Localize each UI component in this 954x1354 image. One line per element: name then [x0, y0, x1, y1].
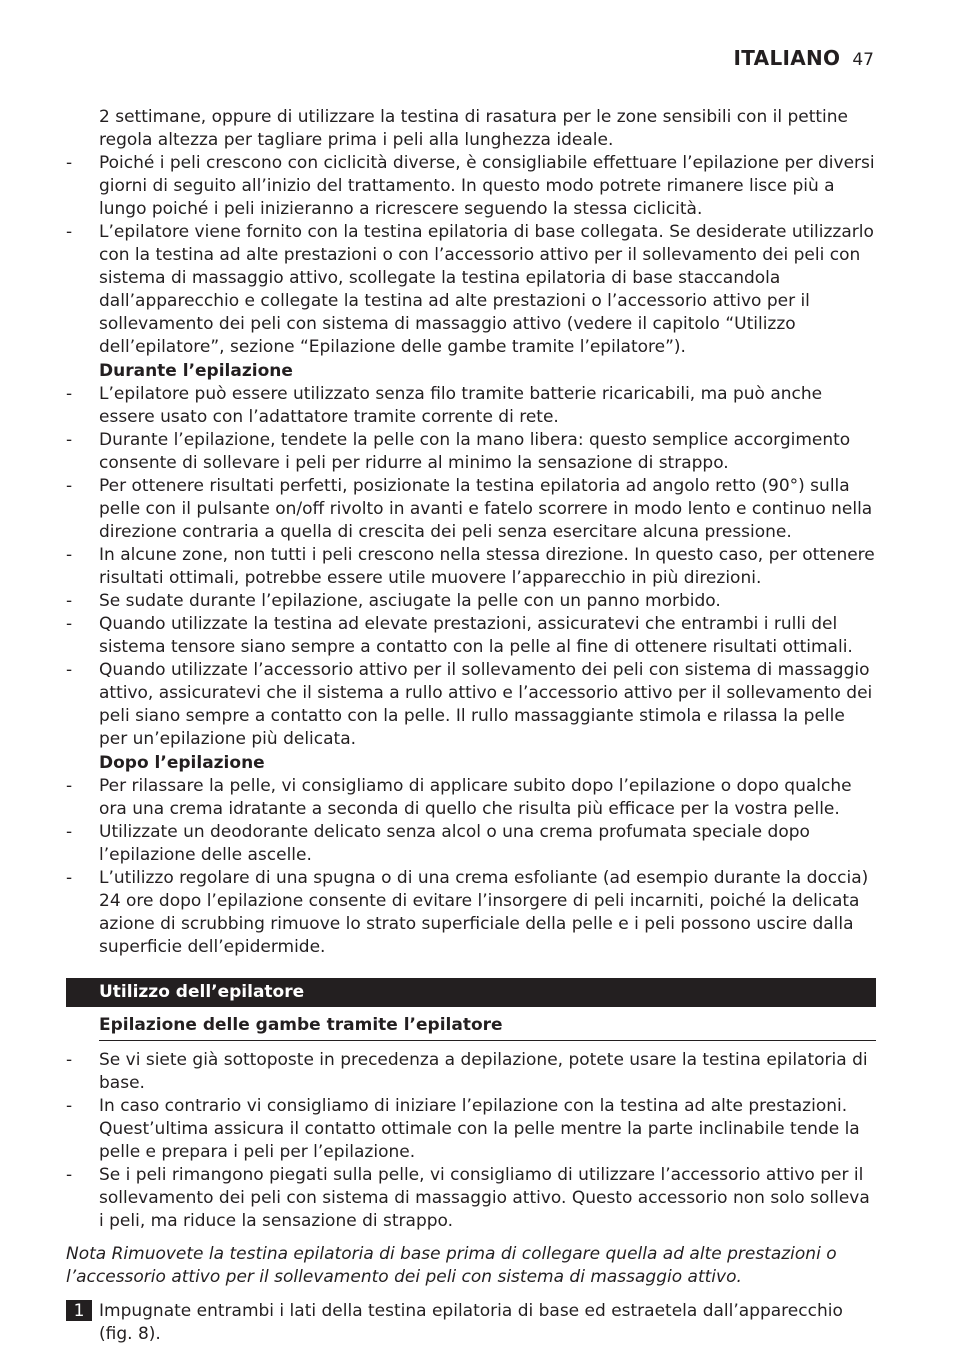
intro-continuation: 2 settimane, oppure di utilizzare la testina di rasatura per le zone sensibili con il pettine regola altezza per tagliare prima i peli alla lunghezza ideale.	[99, 107, 849, 150]
list-item	[66, 544, 876, 590]
list-item-text: L’epilatore può essere utilizzato senza filo tramite batterie ricaricabili, ma può anche essere usato con l’adattatore tramite corrente di rete.	[99, 384, 823, 427]
page-header	[734, 46, 874, 70]
section-list	[66, 1049, 876, 1233]
list-item	[66, 590, 876, 613]
after-list	[66, 775, 876, 959]
list-item	[66, 152, 876, 221]
list-item-text: Utilizzate un deodorante delicato senza alcol o una crema profumata speciale dopo l’epilazione delle ascelle.	[99, 822, 810, 865]
bullet-dash: -	[66, 222, 73, 242]
bullet-dash: -	[66, 1165, 73, 1185]
list-item	[66, 659, 876, 751]
list-item	[66, 775, 876, 821]
bullet-dash: -	[66, 384, 73, 404]
list-item	[66, 867, 876, 959]
bullet-dash: -	[66, 476, 73, 496]
page-number: 47	[852, 50, 874, 70]
bullet-dash: -	[66, 430, 73, 450]
language-label: ITALIANO	[733, 46, 841, 70]
list-item-text: Quando utilizzate l’accessorio attivo per il sollevamento dei peli con sistema di massaggio attivo, assicuratevi che il sistema a rullo attivo e l’accessorio attivo per il sollevamento dei peli siano sempre a contatto con la pelle. Il rullo massaggiante stimola e rilassa la pelle per un’epilazione più delicata.	[99, 660, 873, 749]
list-item	[66, 475, 876, 544]
list-item	[66, 221, 876, 359]
during-heading: Durante l’epilazione	[99, 361, 293, 381]
bullet-dash: -	[66, 660, 73, 680]
list-item	[66, 821, 876, 867]
bullet-dash: -	[66, 545, 73, 565]
section-title-bar: Utilizzo dell’epilatore	[66, 978, 876, 1007]
subsection-title: Epilazione delle gambe tramite l’epilatore	[99, 1014, 876, 1041]
list-item-text: Durante l’epilazione, tendete la pelle con la mano libera: questo semplice accorgimento consente di sollevare i peli per ridurre al minimo la sensazione di strappo.	[99, 430, 851, 473]
list-item-text: In caso contrario vi consigliamo di iniziare l’epilazione con la testina ad alte prestazioni. Quest’ultima assicura il contatto ottimale con la pelle mentre la parte inclinabile tende la pelle e prepara i peli per l’epilazione.	[99, 1096, 860, 1162]
after-heading: Dopo l’epilazione	[99, 753, 265, 773]
note-text: Nota Rimuovete la testina epilatoria di base prima di collegare quella ad alte prestazioni o l’accessorio attivo per il sollevamento dei peli con sistema di massaggio attivo.	[66, 1244, 837, 1287]
bullet-dash: -	[66, 1050, 73, 1070]
list-item-text: In alcune zone, non tutti i peli crescono nella stessa direzione. In questo caso, per ottenere risultati ottimali, potrebbe essere utile muovere l’apparecchio in più direzioni.	[99, 545, 875, 588]
bullet-dash: -	[66, 1096, 73, 1116]
during-list	[66, 383, 876, 751]
step-text: Impugnate entrambi i lati della testina epilatoria di base ed estraetela dall’apparecchio (fig. 8).	[99, 1301, 843, 1344]
list-item	[66, 429, 876, 475]
intro-list	[66, 152, 876, 359]
bullet-dash: -	[66, 822, 73, 842]
step-number-badge: 1	[66, 1300, 92, 1321]
list-item	[66, 1164, 876, 1233]
bullet-dash: -	[66, 153, 73, 173]
list-item-text: Per rilassare la pelle, vi consigliamo di applicare subito dopo l’epilazione o dopo qualche ora una crema idratante a seconda di quello che risulta più efficace per la vostra pelle.	[99, 776, 852, 819]
bullet-dash: -	[66, 868, 73, 888]
page-content	[66, 106, 876, 1346]
list-item-text: Poiché i peli crescono con ciclicità diverse, è consigliabile effettuare l’epilazione per diversi giorni di seguito all’inizio del trattamento. In questo modo potrete rimanere lisce più a lungo poiché i peli inizieranno a ricrescere seguendo la stessa ciclicità.	[99, 153, 875, 219]
list-item-text: Quando utilizzate la testina ad elevate prestazioni, assicuratevi che entrambi i rulli del sistema tensore siano sempre a contatto con la pelle al fine di ottenere risultati ottimali.	[99, 614, 853, 657]
list-item-text: Se i peli rimangono piegati sulla pelle, vi consigliamo di utilizzare l’accessorio attivo per il sollevamento dei peli con sistema di massaggio attivo. Questo accessorio non solo solleva i peli, ma riduce la sensazione di strappo.	[99, 1165, 870, 1231]
list-item-text: Se sudate durante l’epilazione, asciugate la pelle con un panno morbido.	[99, 591, 721, 611]
bullet-dash: -	[66, 591, 73, 611]
bullet-dash: -	[66, 776, 73, 796]
list-item-text: Se vi siete già sottoposte in precedenza a depilazione, potete usare la testina epilatoria di base.	[99, 1050, 868, 1093]
list-item-text: L’utilizzo regolare di una spugna o di una crema esfoliante (ad esempio durante la doccia) 24 ore dopo l’epilazione consente di evitare l’insorgere di peli incarniti, poiché la delicata azione di scrubbing rimuove lo strato superficiale della pelle e i peli possono uscire dalla superficie dell’epidermide.	[99, 868, 869, 957]
list-item	[66, 1049, 876, 1095]
list-item-text: L’epilatore viene fornito con la testina epilatoria di base collegata. Se desiderate utilizzarlo con la testina ad alte prestazioni o con l’accessorio attivo per il sollevamento dei peli con sistema di massaggio attivo, scollegate la testina epilatoria di base staccandola dall’apparecchio e collegate la testina ad alte prestazioni o l’accessorio attivo per il sollevamento dei peli con sistema di massaggio attivo (vedere il capitolo “Utilizzo dell’epilatore”, sezione “Epilazione delle gambe tramite l’epilatore”).	[99, 222, 874, 357]
list-item-text: Per ottenere risultati perfetti, posizionate la testina epilatoria ad angolo retto (90°) sulla pelle con il pulsante on/off rivolto in avanti e fatelo scorrere in modo lento e continuo nella direzione contraria a quella di crescita dei peli senza esercitare alcuna pressione.	[99, 476, 873, 542]
list-item	[66, 1095, 876, 1164]
list-item	[66, 383, 876, 429]
bullet-dash: -	[66, 614, 73, 634]
step-1	[66, 1300, 876, 1346]
list-item	[66, 613, 876, 659]
